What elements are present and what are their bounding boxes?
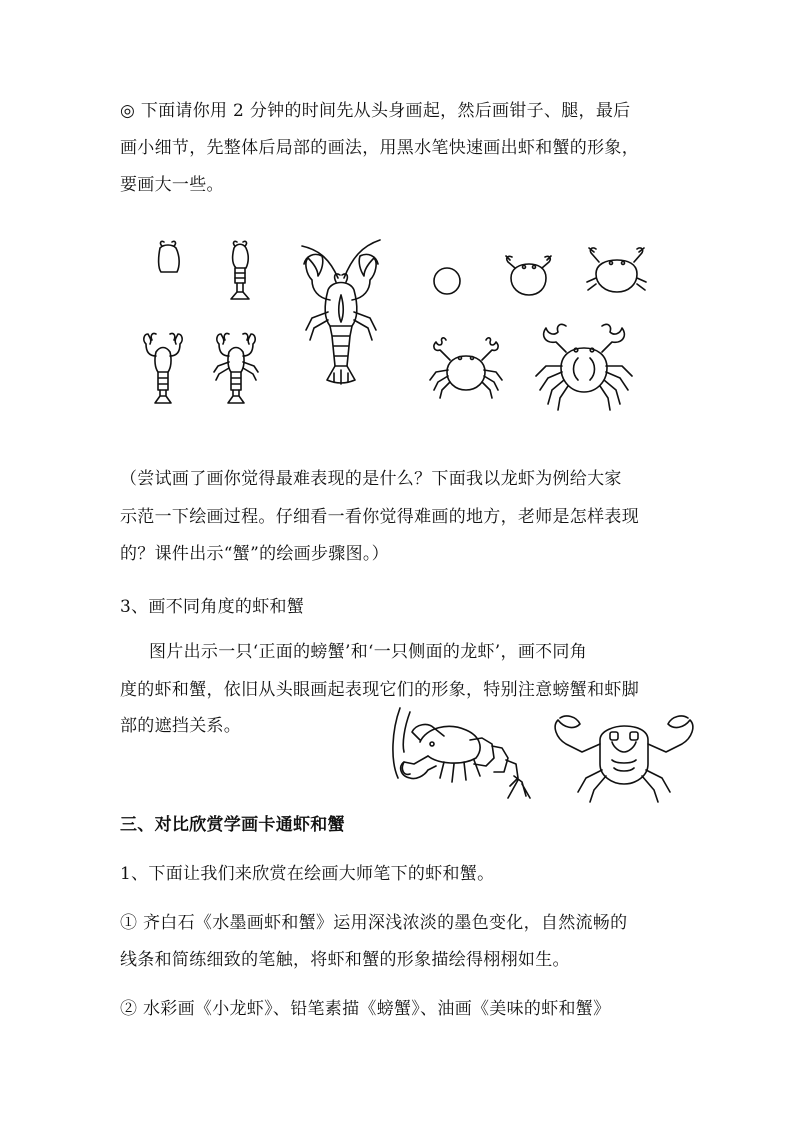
para3-line3: 部的遮挡关系。 (120, 716, 242, 736)
section3-heading: 3、画不同角度的虾和蟹 (120, 597, 305, 617)
item-c2-text: ② 水彩画《小龙虾》、铅笔素描《螃蟹》、油画《美味的虾和蟹》 (120, 999, 611, 1019)
para1-line3: 要画大一些。 (120, 175, 224, 195)
part3-heading: 三、对比欣赏学画卡通虾和蟹 (120, 815, 345, 835)
item-c1-line2: 线条和简练细致的笔触，将虾和蟹的形象描绘得栩栩如生。 (120, 950, 570, 970)
para2-line2: 示范一下绘画过程。仔细看一看你觉得难画的地方，老师是怎样表现 (120, 507, 639, 527)
para1-line1: ◎ 下面请你用 2 分钟的时间先从头身画起，然后画钳子、腿，最后 (120, 101, 631, 121)
item-c1-line1: ① 齐白石《水墨画虾和蟹》运用深浅浓淡的墨色变化，自然流畅的 (120, 913, 628, 933)
para1-line2: 画小细节，先整体后局部的画法，用黑水笔快速画出虾和蟹的形象， (120, 138, 639, 158)
para3-line2: 度的虾和蟹，依旧从头眼画起表现它们的形象，特别注意螃蟹和虾脚 (120, 680, 639, 700)
para2-line1: （尝试画了画你觉得最难表现的是什么？下面我以龙虾为例给大家 (120, 469, 622, 489)
front-crab (555, 716, 693, 802)
side-lobster (393, 708, 530, 798)
para2-line3: 的？课件出示“蟹”的绘画步骤图。） (120, 544, 389, 564)
para3-line1: 图片出示一只‘正面的螃蟹’和‘一只侧面的龙虾’，画不同角 (149, 642, 588, 662)
item1-text: 1、下面让我们来欣赏在绘画大师笔下的虾和蟹。 (120, 864, 495, 884)
